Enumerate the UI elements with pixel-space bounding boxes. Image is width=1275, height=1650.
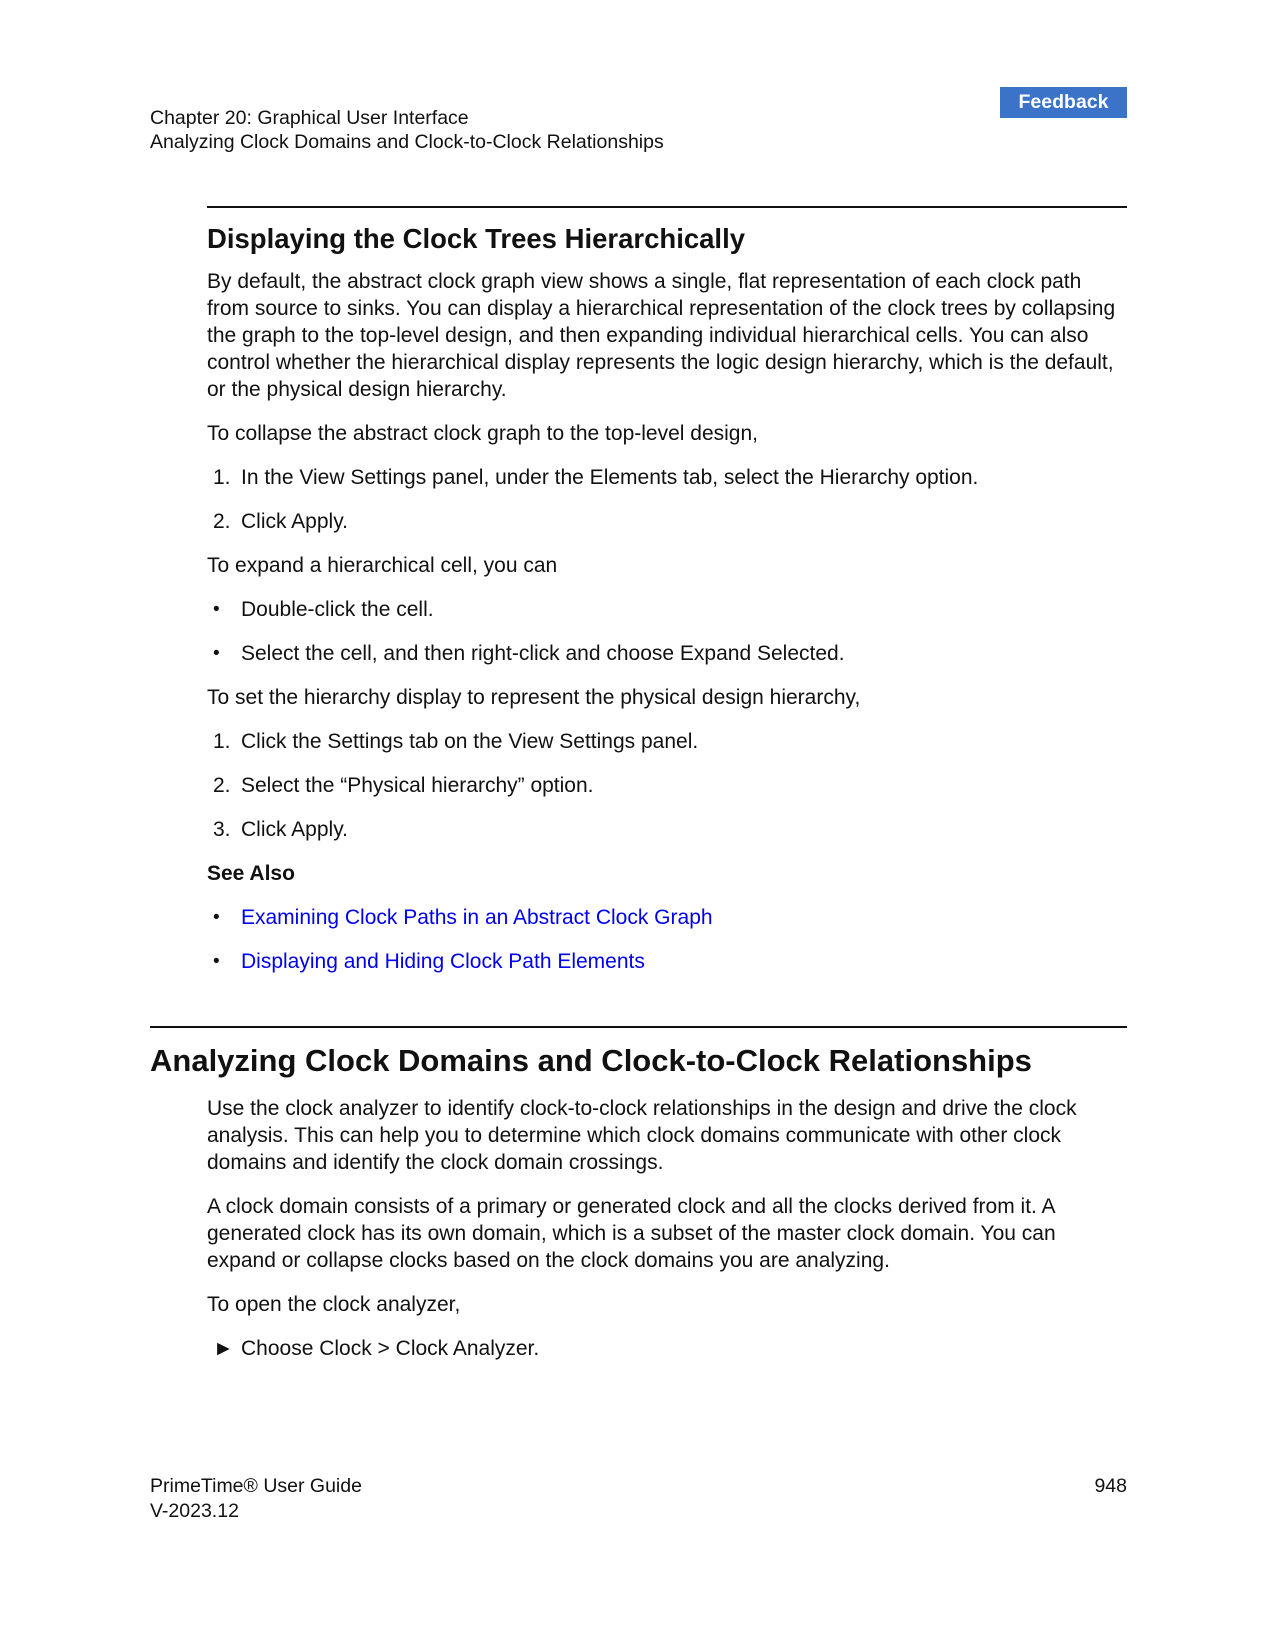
link-examining-clock-paths[interactable]: Examining Clock Paths in an Abstract Clock Graph <box>241 906 713 929</box>
step-number: 1. <box>213 730 231 753</box>
list-item: 2. Click Apply. <box>213 510 348 533</box>
list-item: 2. Select the “Physical hierarchy” option. <box>213 774 594 797</box>
collapse-lead: To collapse the abstract clock graph to the top-level design, <box>207 422 758 445</box>
expand-bullets <box>207 596 1127 667</box>
bullet-icon: • <box>213 599 220 620</box>
link-displaying-hiding-elements[interactable]: Displaying and Hiding Clock Path Elements <box>241 950 645 973</box>
bullet-icon: • <box>213 907 220 928</box>
section-heading: Displaying the Clock Trees Hierarchically <box>207 223 746 254</box>
footer-version: V-2023.12 <box>150 1500 239 1522</box>
step-number: 1. <box>213 466 231 489</box>
physical-lead: To set the hierarchy display to represent the physical design hierarchy, <box>207 686 861 709</box>
list-item: • Select the cell, and then right-click and choose Expand Selected. <box>213 642 845 665</box>
section-clock-domains <box>207 1095 1127 1379</box>
list-item: 1. Click the Settings tab on the View Settings panel. <box>213 730 699 753</box>
physical-steps <box>207 728 1127 843</box>
running-header <box>150 106 664 154</box>
paragraph: A clock domain consists of a primary or generated clock and all the clocks derived from it. A generated clock has its own domain, which is a subset of the master clock domain. You can expand or collapse clocks based on the clock domains you are analyzing. <box>207 1195 1056 1272</box>
list-item <box>207 904 1127 931</box>
expand-lead: To expand a hierarchical cell, you can <box>207 554 558 577</box>
arrow-icon: ► <box>213 1337 234 1360</box>
list-item <box>207 948 1127 975</box>
page-number: 948 <box>1094 1475 1127 1497</box>
intro-paragraph: By default, the abstract clock graph view shows a single, flat representation of each clock path from source to sinks. You can display a hierarchical representation of the clock trees by collapsing the graph to the top-level design, and then expanding individual hierarchical cells. You can also control whether the hierarchical display represents the logic design hierarchy, which is the default, or the physical design hierarchy. <box>207 270 1116 401</box>
feedback-button[interactable]: Feedback <box>1000 87 1127 118</box>
section-heading: Analyzing Clock Domains and Clock-to-Clock Relationships <box>150 1043 1032 1078</box>
bullet-icon: • <box>213 643 220 664</box>
collapse-steps <box>207 464 1127 535</box>
see-also-links <box>207 904 1127 975</box>
bullet-icon: • <box>213 951 220 972</box>
see-also-heading: See Also <box>207 862 295 885</box>
section-divider <box>150 1026 1127 1028</box>
footer <box>150 1474 362 1524</box>
section-title: Analyzing Clock Domains and Clock-to-Clock Relationships <box>150 131 664 153</box>
footer-title: PrimeTime® User Guide <box>150 1475 362 1497</box>
list-item: 3. Click Apply. <box>213 818 348 841</box>
open-steps <box>207 1335 1127 1362</box>
chapter-title: Chapter 20: Graphical User Interface <box>150 107 469 129</box>
paragraph: Use the clock analyzer to identify clock-to-clock relationships in the design and drive the clock analysis. This can help you to determine which clock domains communicate with other clock domains and identify the clock domain crossings. <box>207 1097 1077 1174</box>
list-item: ► Choose Clock > Clock Analyzer. <box>213 1337 540 1360</box>
step-number: 2. <box>213 774 231 797</box>
open-lead: To open the clock analyzer, <box>207 1293 461 1316</box>
list-item: 1. In the View Settings panel, under the Elements tab, select the Hierarchy option. <box>213 466 979 489</box>
step-number: 2. <box>213 510 231 533</box>
step-number: 3. <box>213 818 231 841</box>
section-clock-trees <box>207 222 1127 992</box>
section-divider <box>207 206 1127 208</box>
list-item: • Double-click the cell. <box>213 598 434 621</box>
